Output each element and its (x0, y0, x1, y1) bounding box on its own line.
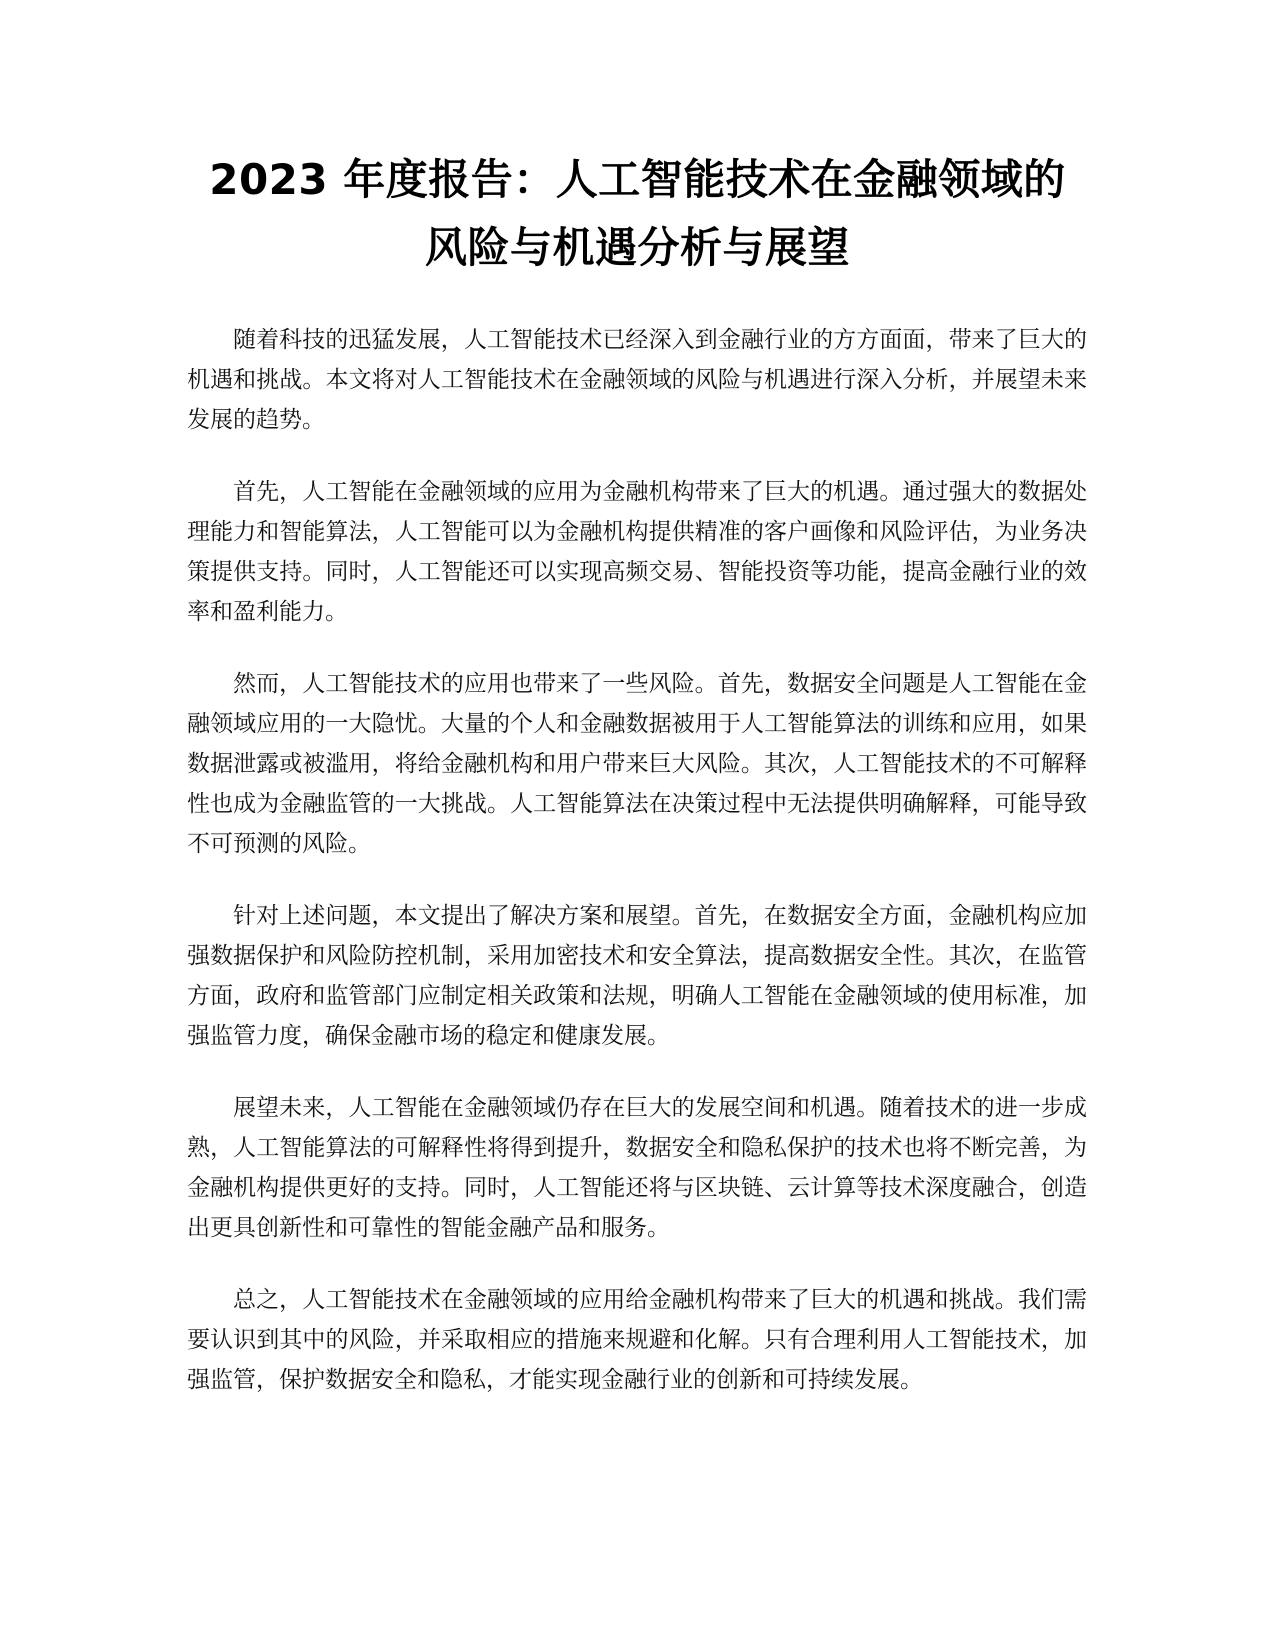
document-title (150, 146, 1125, 282)
paragraph-intro: 随着科技的迅猛发展，人工智能技术已经深入到金融行业的方方面面，带来了巨大的机遇和挑战。本文将对人工智能技术在金融领域的风险与机遇进行深入分析，并展望未来发展的趋势。 (187, 327, 1087, 433)
paragraph-solutions: 针对上述问题，本文提出了解决方案和展望。首先，在数据安全方面，金融机构应加强数据保护和风险防控机制，采用加密技术和安全算法，提高数据安全性。其次，在监管方面，政府和监管部门应制定相关政策和法规，明确人工智能在金融领域的使用标准，加强监管力度，确保金融市场的稳定和健康发展。 (187, 903, 1087, 1049)
title-line-2: 风险与机遇分析与展望 (424, 223, 850, 272)
paragraph-risks: 然而，人工智能技术的应用也带来了一些风险。首先，数据安全问题是人工智能在金融领域应用的一大隐忧。大量的个人和金融数据被用于人工智能算法的训练和应用，如果数据泄露或被滥用，将给金融机构和用户带来巨大风险。其次，人工智能技术的不可解释性也成为金融监管的一大挑战。人工智能算法在决策过程中无法提供明确解释，可能导致不可预测的风险。 (187, 671, 1087, 857)
paragraph-opportunities: 首先，人工智能在金融领域的应用为金融机构带来了巨大的机遇。通过强大的数据处理能力和智能算法，人工智能可以为金融机构提供精准的客户画像和风险评估，为业务决策提供支持。同时，人工智能还可以实现高频交易、智能投资等功能，提高金融行业的效率和盈利能力。 (187, 479, 1087, 625)
document-body (187, 320, 1087, 1432)
paragraph-conclusion: 总之，人工智能技术在金融领域的应用给金融机构带来了巨大的机遇和挑战。我们需要认识到其中的风险，并采取相应的措施来规避和化解。只有合理利用人工智能技术，加强监管，保护数据安全和隐私，才能实现金融行业的创新和可持续发展。 (187, 1287, 1087, 1393)
paragraph-outlook: 展望未来，人工智能在金融领域仍存在巨大的发展空间和机遇。随着技术的进一步成熟，人工智能算法的可解释性将得到提升，数据安全和隐私保护的技术也将不断完善，为金融机构提供更好的支持。同时，人工智能还将与区块链、云计算等技术深度融合，创造出更具创新性和可靠性的智能金融产品和服务。 (187, 1095, 1087, 1241)
title-line-1: 2023 年度报告：人工智能技术在金融领域的 (209, 155, 1066, 204)
